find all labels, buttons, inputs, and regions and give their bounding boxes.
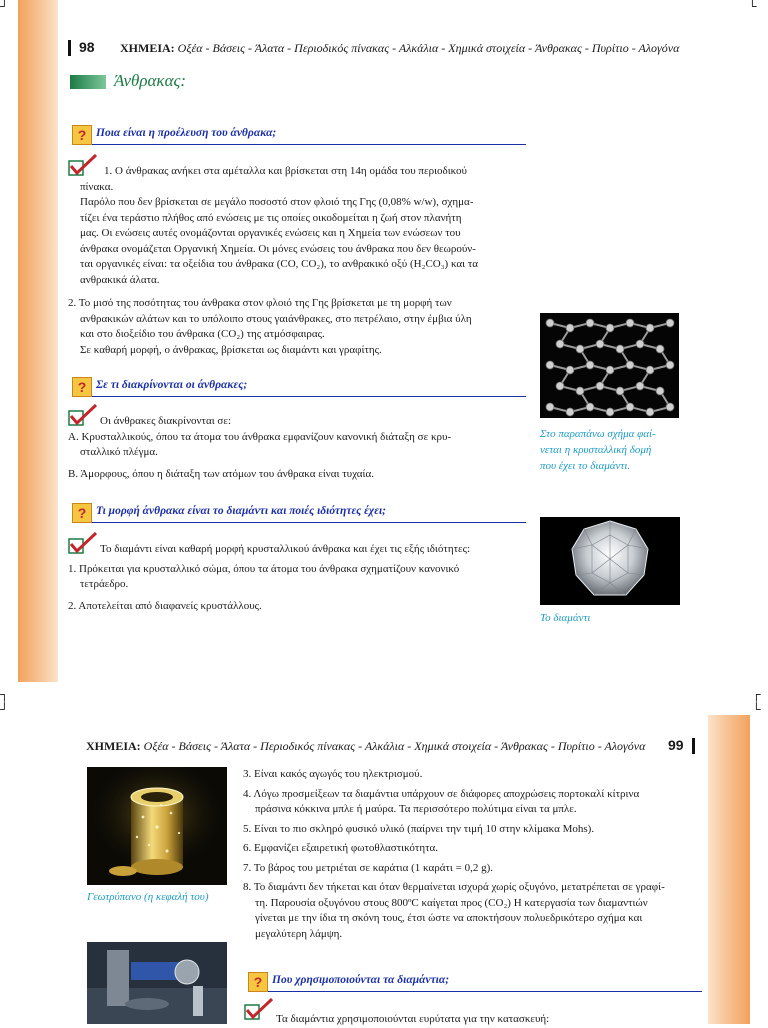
- text-line: ανθρακικά άλατα.: [80, 273, 160, 286]
- header-subject: ΧΗΜΕΙΑ:: [86, 739, 141, 753]
- lattice-atom: [666, 403, 674, 411]
- crop-mark-icon: └: [748, 0, 757, 13]
- text-line: Το διαμάντι είναι καθαρή μορφή κρυσταλλικού άνθρακα και έχει τις εξής ιδιότητες:: [100, 543, 471, 555]
- lattice-atom: [626, 403, 634, 411]
- lattice-atom: [616, 345, 624, 353]
- text-line: Α. Κρυσταλλικούς, όπου τα άτομα του άνθρακα εμφανίζουν κανονική διάταξη σε κρυ-: [68, 430, 452, 443]
- question-underline: [92, 144, 526, 145]
- paragraph-distribution: [68, 296, 528, 358]
- text-line: πίνακα.: [80, 180, 114, 193]
- list-item: πράσινα κόκκινα μπλε ή μαύρα. Τα περισσότερο πολύτιμα είναι τα μπλε.: [255, 803, 577, 815]
- section-title: Άνθρακας:: [114, 71, 187, 90]
- question-heading: Ποια είναι η προέλευση του άνθρακα;: [96, 127, 277, 139]
- diamond-photo: [540, 517, 680, 605]
- text-line: Β. Άμορφους, όπου η διάταξη των ατόμων του άνθρακα είναι τυχαία.: [68, 467, 374, 480]
- text-line: Οι άνθρακες διακρίνονται σε:: [100, 415, 232, 427]
- page-number-bar: [692, 738, 695, 754]
- lattice-atom: [666, 361, 674, 369]
- paragraph-diamond: [68, 542, 528, 614]
- lattice-atom: [576, 345, 584, 353]
- lattice-atom: [546, 403, 554, 411]
- header-subject: ΧΗΜΕΙΑ:: [120, 41, 175, 55]
- caption-diamond: Το διαμάντι: [540, 612, 591, 624]
- text-line: και στο διοξείδιο του άνθρακα (CO₂) της ατμόσφαιρας.: [80, 328, 325, 340]
- lattice-atom: [566, 324, 574, 332]
- caption-line: που έχει το διαμάντι.: [540, 460, 631, 472]
- crop-mark-icon: ┐: [0, 687, 9, 701]
- text-line: 1. Πρόκειται για κρυσταλλικό σώμα, όπου τα άτομα του άνθρακα σχηματίζουν κανονικό: [68, 562, 460, 575]
- red-check-icon: [244, 998, 274, 1022]
- caption-line: Στο παραπάνω σχήμα φαί-: [540, 428, 656, 440]
- running-header: [86, 739, 645, 754]
- question-mark-icon: ?: [72, 125, 92, 145]
- list-item: γίνεται με την ίδια τη σκόνη τους, έτσι ώστε να αποκτήσουν πολυεδρικότερο σχήμα και: [255, 912, 643, 924]
- list-item: τη. Παρουσία οξυγόνου στους 800ºC καίγεται προς (CO₂) Η κατεργασία των διαμαντιών: [255, 896, 648, 909]
- list-item: 7. Το βάρος του μετριέται σε καράτια (1 καράτι = 0,2 g).: [243, 861, 494, 874]
- lattice-atom: [596, 382, 604, 390]
- lattice-atom: [546, 361, 554, 369]
- lattice-atom: [606, 408, 614, 416]
- crop-mark-icon: └: [752, 702, 761, 716]
- list-item: 4. Λόγω προσμείξεων τα διαμάντια υπάρχουν σε διάφορες αποχρώσεις πορτοκαλί κίτρινα: [243, 787, 640, 800]
- question-heading: Που χρησιμοποιούνται τα διαμάντια;: [272, 974, 450, 986]
- lattice-atom: [586, 361, 594, 369]
- lattice-atom: [566, 408, 574, 416]
- lattice-atom: [666, 319, 674, 327]
- text-line: άνθρακα ονομάζεται Οργανική Χημεία. Οι μόνες ενώσεις του άνθρακα που δεν θεωρούν-: [80, 242, 476, 255]
- lattice-atom: [646, 324, 654, 332]
- lattice-atom: [656, 387, 664, 395]
- question-underline: [92, 522, 526, 523]
- lattice-atom: [576, 387, 584, 395]
- text-line: Παρόλο που δεν βρίσκεται σε μεγάλο ποσοστό στον φλοιό της Γης (0,08% w/w), σχημα-: [80, 196, 474, 208]
- lattice-atom: [556, 382, 564, 390]
- question-heading: Τι μορφή άνθρακα είναι το διαμάντι και ποιές ιδιότητες έχει;: [96, 505, 386, 517]
- question-heading: Σε τι διακρίνονται οι άνθρακες;: [96, 379, 248, 391]
- list-item: 8. Το διαμάντι δεν τήκεται και όταν θερμαίνεται ισχυρά χωρίς οξυγόνο, μετατρέπεται σε γραφί-: [243, 881, 665, 893]
- diamond-tool-photo: [87, 942, 227, 1024]
- lattice-atom: [616, 387, 624, 395]
- text-line: τίζει ένα τεράστιο πλήθος από ενώσεις με τις οποίες οικοδομείται η ζωή στον πλανήτη: [80, 211, 462, 224]
- paragraph-uses: Τα διαμάντια χρησιμοποιούνται ευρύτατα για την κατασκευή:: [276, 1013, 550, 1025]
- page-number: 99: [668, 737, 684, 753]
- text-line: ται οργανικές είναι: τα οξείδια του άνθρακα (CO, CO₂), το ανθρακικό οξύ (H₂CO₃) και τα: [80, 258, 479, 270]
- text-line: τετράεδρο.: [80, 578, 129, 590]
- lattice-atom: [606, 324, 614, 332]
- question-underline: [268, 991, 702, 992]
- paragraph-origin: [80, 164, 525, 288]
- lattice-atom: [646, 366, 654, 374]
- right-margin-bar: [708, 715, 750, 1024]
- diamond-lattice-image: [540, 313, 679, 418]
- lattice-atom: [636, 382, 644, 390]
- running-header: [120, 41, 679, 56]
- question-mark-icon: ?: [72, 503, 92, 523]
- caption-drill: Γεωτρύπανο (η κεφαλή του): [87, 891, 209, 903]
- text-line: ανθρακικών αλάτων και το υπόλοιπο στους γαιάνθρακες, στο πετρέλαιο, στην έμβια ύλη: [80, 312, 472, 325]
- caption-lattice: [540, 426, 690, 474]
- text-line: μας. Οι ενώσεις αυτές ονομάζονται οργανικές ενώσεις και η Χημεία των ενώσεων του: [80, 227, 461, 239]
- text-line: 2. Αποτελείται από διαφανείς κρυστάλλους.: [68, 599, 262, 612]
- section-tab-icon: [70, 75, 106, 89]
- list-item: 6. Εμφανίζει εξαιρετική φωτοθλαστικότητα.: [243, 842, 439, 854]
- text-line: σταλλικό πλέγμα.: [80, 446, 158, 458]
- lattice-atom: [636, 340, 644, 348]
- lattice-atom: [586, 319, 594, 327]
- lattice-atom: [586, 403, 594, 411]
- paragraph-types: [68, 414, 528, 482]
- lattice-atom: [656, 345, 664, 353]
- page-number: 98: [79, 39, 95, 55]
- lattice-atom: [556, 340, 564, 348]
- text-line: 1. Ο άνθρακας ανήκει στα αμέταλλα και βρίσκεται στη 14η ομάδα του περιοδικού: [104, 165, 467, 177]
- question-underline: [92, 396, 526, 397]
- properties-list: [243, 767, 703, 942]
- list-item: 5. Είναι το πιο σκληρό φυσικό υλικό (παίρνει την τιμή 10 στην κλίμακα Mohs).: [243, 822, 595, 835]
- header-topics: Οξέα - Βάσεις - Άλατα - Περιοδικός πίνακας - Αλκάλια - Χημικά στοιχεία - Άνθρακας - Πυρίτιο - Αλογόνα: [143, 739, 646, 753]
- lattice-atom: [626, 319, 634, 327]
- list-item: 3. Είναι κακός αγωγός του ηλεκτρισμού.: [243, 768, 423, 780]
- text-line: Σε καθαρή μορφή, ο άνθρακας, βρίσκεται ως διαμάντι και γραφίτης.: [80, 343, 382, 356]
- list-item: μεγαλύτερη λάμψη.: [255, 927, 343, 940]
- crop-mark-icon: ┘: [0, 702, 9, 716]
- crop-mark-icon: ┘: [0, 0, 9, 13]
- crop-mark-icon: ┌: [752, 687, 761, 701]
- lattice-atom: [646, 408, 654, 416]
- question-mark-icon: ?: [248, 972, 268, 992]
- text-line: 2. Το μισό της ποσότητας του άνθρακα στον φλοιό της Γης βρίσκεται με τη μορφή των: [68, 297, 452, 309]
- lattice-atom: [626, 361, 634, 369]
- header-topics: Οξέα - Βάσεις - Άλατα - Περιοδικός πίνακας - Αλκάλια - Χημικά στοιχεία - Άνθρακας - Πυρίτιο - Αλογόνα: [177, 41, 680, 55]
- lattice-atom: [606, 366, 614, 374]
- left-margin-bar: [18, 0, 58, 682]
- page-number-bar: [68, 40, 71, 56]
- lattice-atom: [566, 366, 574, 374]
- lattice-atom: [596, 340, 604, 348]
- drill-head-photo: [87, 767, 227, 885]
- lattice-atom: [546, 319, 554, 327]
- caption-line: νεται η κρυσταλλική δομή: [540, 444, 652, 456]
- question-mark-icon: ?: [72, 377, 92, 397]
